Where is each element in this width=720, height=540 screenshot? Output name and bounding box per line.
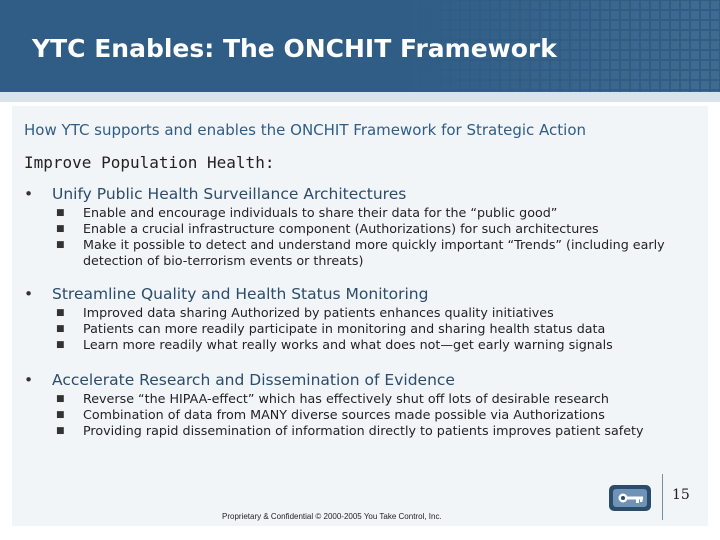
bullet-icon: • [24,285,34,303]
company-logo-icon [608,484,652,512]
sub-bullet-list [24,305,708,353]
list-item: ■ Improved data sharing Authorized by patients enhances quality initiatives [56,305,554,320]
sub-bullet-list [24,391,708,439]
section-title: Unify Public Health Surveillance Architectures [52,185,407,203]
list-item: ■ Providing rapid dissemination of information directly to patients improves patient safety [56,423,644,438]
section-accelerate-research [24,371,708,439]
list-item: ■ Learn more readily what really works and what does not—get early warning signals [56,337,613,352]
square-bullet-icon: ■ [56,208,65,218]
bullet-icon: • [24,371,34,389]
square-bullet-icon: ■ [56,324,65,334]
square-bullet-icon: ■ [56,426,65,436]
square-bullet-icon: ■ [56,308,65,318]
section-unify-surveillance [24,185,708,269]
section-quality-monitoring [24,285,708,353]
square-bullet-icon: ■ [56,340,65,350]
list-item: ■ Enable a crucial infrastructure component (Authorizations) for such architectures [56,221,599,236]
list-item: ■ Reverse “the HIPAA-effect” which has effectively shut off lots of desirable research [56,391,609,406]
square-bullet-icon: ■ [56,410,65,420]
square-bullet-icon: ■ [56,394,65,404]
footer-copyright: Proprietary & Confidential © 2000-2005 You Take Control, Inc. [222,512,442,521]
list-item: ■ Enable and encourage individuals to share their data for the “public good” [56,205,558,220]
list-item: ■ Make it possible to detect and understand more quickly important “Trends” (including early detection of bio-terrorism events or threats) [56,237,665,268]
list-item: ■ Combination of data from MANY diverse sources made possible via Authorizations [56,407,605,422]
square-bullet-icon: ■ [56,224,65,234]
header-band [0,92,720,102]
section-title: Streamline Quality and Health Status Monitoring [52,285,429,303]
page-number: 15 [672,487,690,503]
section-title: Accelerate Research and Dissemination of Evidence [52,371,455,389]
bullet-icon: • [24,185,34,203]
list-item: ■ Patients can more readily participate in monitoring and sharing health status data [56,321,606,336]
sub-bullet-list [24,205,708,269]
section-heading: Improve Population Health: [24,153,275,172]
subtitle: How YTC supports and enables the ONCHIT Framework for Strategic Action [24,121,587,139]
title-bar [0,0,720,92]
slide-title: YTC Enables: The ONCHIT Framework [32,34,557,63]
square-bullet-icon: ■ [56,240,65,250]
footer-divider [662,474,663,520]
